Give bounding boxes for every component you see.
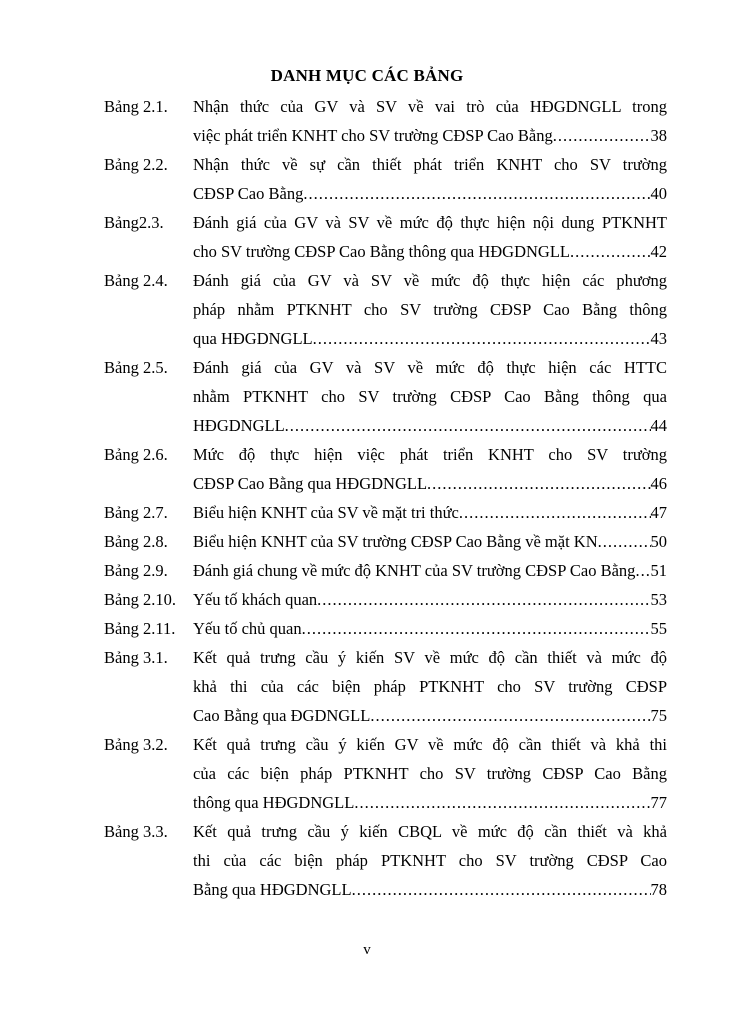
entry-page-number: 51 [650, 561, 667, 580]
dot-leader [354, 788, 650, 817]
entry-text-line: Mức độ thực hiện việc phát triển KNHT cho SV trường [193, 445, 667, 464]
dot-leader [553, 121, 651, 150]
toc-entry [104, 817, 667, 904]
dot-leader [570, 237, 651, 266]
toc-entry [104, 498, 667, 527]
toc-entry [104, 266, 667, 353]
entry-page-number: 53 [650, 590, 667, 609]
entry-last-line [193, 411, 667, 440]
dot-leader [459, 498, 651, 527]
dot-leader [635, 556, 650, 585]
entry-text-line: nhằm PTKNHT cho SV trường CĐSP Cao Bằng thông qua [193, 387, 667, 406]
entry-page-number: 43 [650, 329, 667, 348]
entry-last-line [193, 324, 667, 353]
entry-page-number: 47 [650, 503, 667, 522]
page-title: DANH MỤC CÁC BẢNG [270, 66, 464, 85]
entry-last-line [193, 614, 667, 643]
entry-last-line [193, 469, 667, 498]
entry-text-line: Đánh giá của GV và SV về mức độ thực hiện các HTTC [193, 358, 667, 377]
entry-last-line [193, 121, 667, 150]
entry-page-number: 75 [650, 706, 667, 725]
toc-entry [104, 556, 667, 585]
table-list [104, 92, 667, 904]
entry-page-number: 46 [650, 474, 667, 493]
table-label: Bảng 2.5. [104, 358, 168, 377]
entry-text-tail: CĐSP Cao Bằng [193, 184, 304, 203]
entry-last-line [193, 179, 667, 208]
dot-leader [598, 527, 651, 556]
entry-text-tail: Yếu tố khách quan [193, 590, 318, 609]
entry-page-number: 77 [650, 793, 667, 812]
entry-page-number: 42 [650, 242, 667, 261]
entry-text-tail: cho SV trường CĐSP Cao Bằng thông qua HĐGDNGLL [193, 242, 570, 261]
entry-text-line: Đánh giá của GV và SV về mức độ thực hiện nội dung PTKNHT [193, 213, 667, 232]
entry-text-line: Nhận thức của GV và SV về vai trò của HĐGDNGLL trong [193, 97, 667, 116]
entry-text-line: thi của các biện pháp PTKNHT cho SV trường CĐSP Cao [193, 851, 667, 870]
table-label: Bảng 2.2. [104, 155, 168, 174]
entry-text-tail: Cao Bằng qua ĐGDNGLL [193, 706, 371, 725]
toc-entry [104, 440, 667, 498]
entry-text-tail: việc phát triển KNHT cho SV trường CĐSP Cao Bằng [193, 126, 553, 145]
entry-page-number: 44 [650, 416, 667, 435]
dot-leader [285, 411, 651, 440]
toc-entry [104, 614, 667, 643]
entry-last-line [193, 237, 667, 266]
toc-entry [104, 643, 667, 730]
entry-last-line [193, 498, 667, 527]
entry-last-line [193, 788, 667, 817]
entry-page-number: 38 [650, 126, 667, 145]
toc-entry [104, 527, 667, 556]
dot-leader [352, 875, 651, 904]
entry-last-line [193, 875, 667, 904]
entry-text-tail: Biểu hiện KNHT của SV trường CĐSP Cao Bằng về mặt KN [193, 532, 598, 551]
entry-last-line [193, 556, 667, 585]
dot-leader [427, 469, 650, 498]
entry-text-tail: Biểu hiện KNHT của SV về mặt tri thức [193, 503, 459, 522]
toc-entry [104, 353, 667, 440]
table-label: Bảng 2.1. [104, 97, 168, 116]
table-label: Bảng 2.9. [104, 561, 168, 580]
entry-last-line [193, 701, 667, 730]
entry-page-number: 55 [650, 619, 667, 638]
entry-text-line: Kết quả trưng cầu ý kiến CBQL về mức độ cần thiết và khả [193, 822, 667, 841]
toc-entry [104, 208, 667, 266]
dot-leader [303, 179, 650, 208]
dot-leader [370, 701, 650, 730]
page-number: v [363, 942, 371, 958]
dot-leader [302, 614, 651, 643]
table-label: Bảng 3.1. [104, 648, 168, 667]
entry-text-line: khả thi của các biện pháp PTKNHT cho SV trường CĐSP [193, 677, 667, 696]
table-label: Bảng2.3. [104, 213, 164, 232]
entry-page-number: 40 [650, 184, 667, 203]
entry-text-line: Kết quả trưng cầu ý kiến GV về mức độ cần thiết và khả thi [193, 735, 667, 754]
entry-text-tail: HĐGDNGLL [193, 416, 285, 435]
table-label: Bảng 3.2. [104, 735, 168, 754]
table-label: Bảng 2.10. [104, 590, 176, 609]
entry-text-tail: thông qua HĐGDNGLL [193, 793, 355, 812]
table-label: Bảng 2.8. [104, 532, 168, 551]
table-label: Bảng 2.4. [104, 271, 168, 290]
table-label: Bảng 2.11. [104, 619, 176, 638]
entry-last-line [193, 527, 667, 556]
entry-text-line: Đánh giá của GV và SV về mức độ thực hiện các phương [193, 271, 667, 290]
dot-leader [313, 324, 651, 353]
entry-text-tail: Đánh giá chung về mức độ KNHT của SV trường CĐSP Cao Bằng [193, 561, 636, 580]
dot-leader [317, 585, 650, 614]
entry-text-tail: qua HĐGDNGLL [193, 329, 313, 348]
table-label: Bảng 3.3. [104, 822, 168, 841]
toc-entry [104, 585, 667, 614]
entry-text-line: Kết quả trưng cầu ý kiến SV về mức độ cần thiết và mức độ [193, 648, 667, 667]
entry-text-line: Nhận thức về sự cần thiết phát triển KNHT cho SV trường [193, 155, 667, 174]
toc-entry [104, 92, 667, 150]
table-label: Bảng 2.6. [104, 445, 168, 464]
toc-entry [104, 150, 667, 208]
entry-page-number: 50 [650, 532, 667, 551]
entry-text-line: của các biện pháp PTKNHT cho SV trường CĐSP Cao Bằng [193, 764, 667, 783]
entry-last-line [193, 585, 667, 614]
entry-page-number: 78 [650, 880, 667, 899]
table-label: Bảng 2.7. [104, 503, 168, 522]
entry-text-tail: Bằng qua HĐGDNGLL [193, 880, 352, 899]
entry-text-line: pháp nhằm PTKNHT cho SV trường CĐSP Cao Bằng thông [193, 300, 667, 319]
entry-text-tail: Yếu tố chủ quan [193, 619, 302, 638]
toc-entry [104, 730, 667, 817]
entry-text-tail: CĐSP Cao Bằng qua HĐGDNGLL [193, 474, 428, 493]
